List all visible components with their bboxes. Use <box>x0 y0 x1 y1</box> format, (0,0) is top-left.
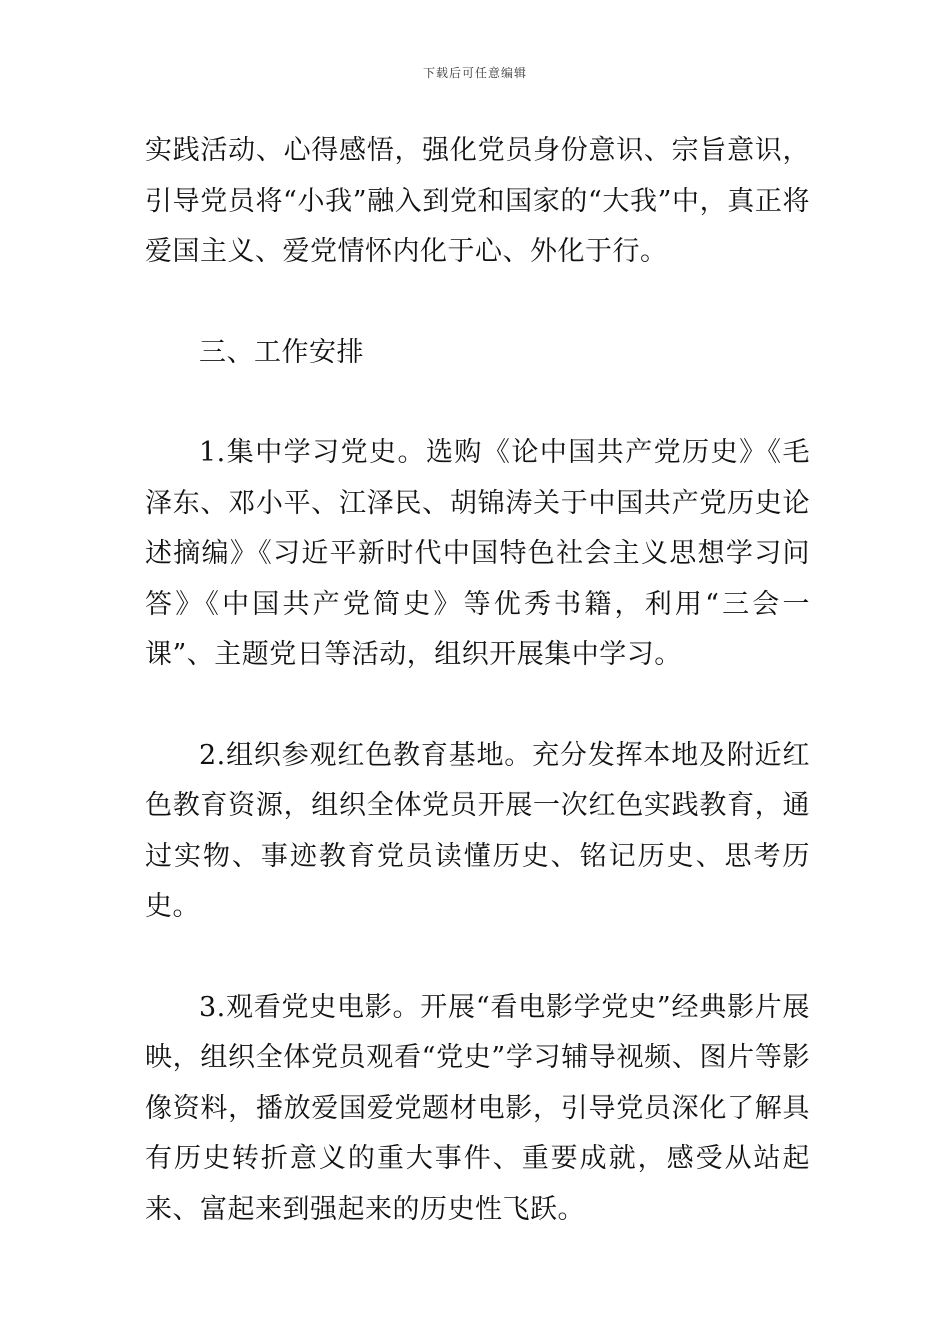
document-body <box>145 126 810 1235</box>
paragraph-continuation: 实践活动、心得感悟，强化党员身份意识、宗旨意识，引导党员将“小我”融入到党和国家的“大我”中，真正将爱国主义、爱党情怀内化于心、外化于行。 <box>145 135 810 267</box>
paragraph-item-1: 1.集中学习党史。选购《论中国共产党历史》《毛泽东、邓小平、江泽民、胡锦涛关于中国共产党历史论述摘编》《习近平新时代中国特色社会主义思想学习问答》《中国共产党简史》等优秀书籍，利用“三会一课”、主题党日等活动，组织开展集中学习。 <box>145 437 810 670</box>
section-heading: 三、工作安排 <box>199 336 364 368</box>
paragraph-item-2: 2.组织参观红色教育基地。充分发挥本地及附近红色教育资源，组织全体党员开展一次红色实践教育，通过实物、事迹教育党员读懂历史、铭记历史、思考历史。 <box>145 739 810 922</box>
paragraph-item-3: 3.观看党史电影。开展“看电影学党史”经典影片展映，组织全体党员观看“党史”学习辅导视频、图片等影像资料，播放爱国爱党题材电影，引导党员深化了解具有历史转折意义的重大事件、重要成就，感受从站起来、富起来到强起来的历史性飞跃。 <box>145 991 810 1225</box>
page-header-note: 下载后可任意编辑 <box>422 66 527 80</box>
